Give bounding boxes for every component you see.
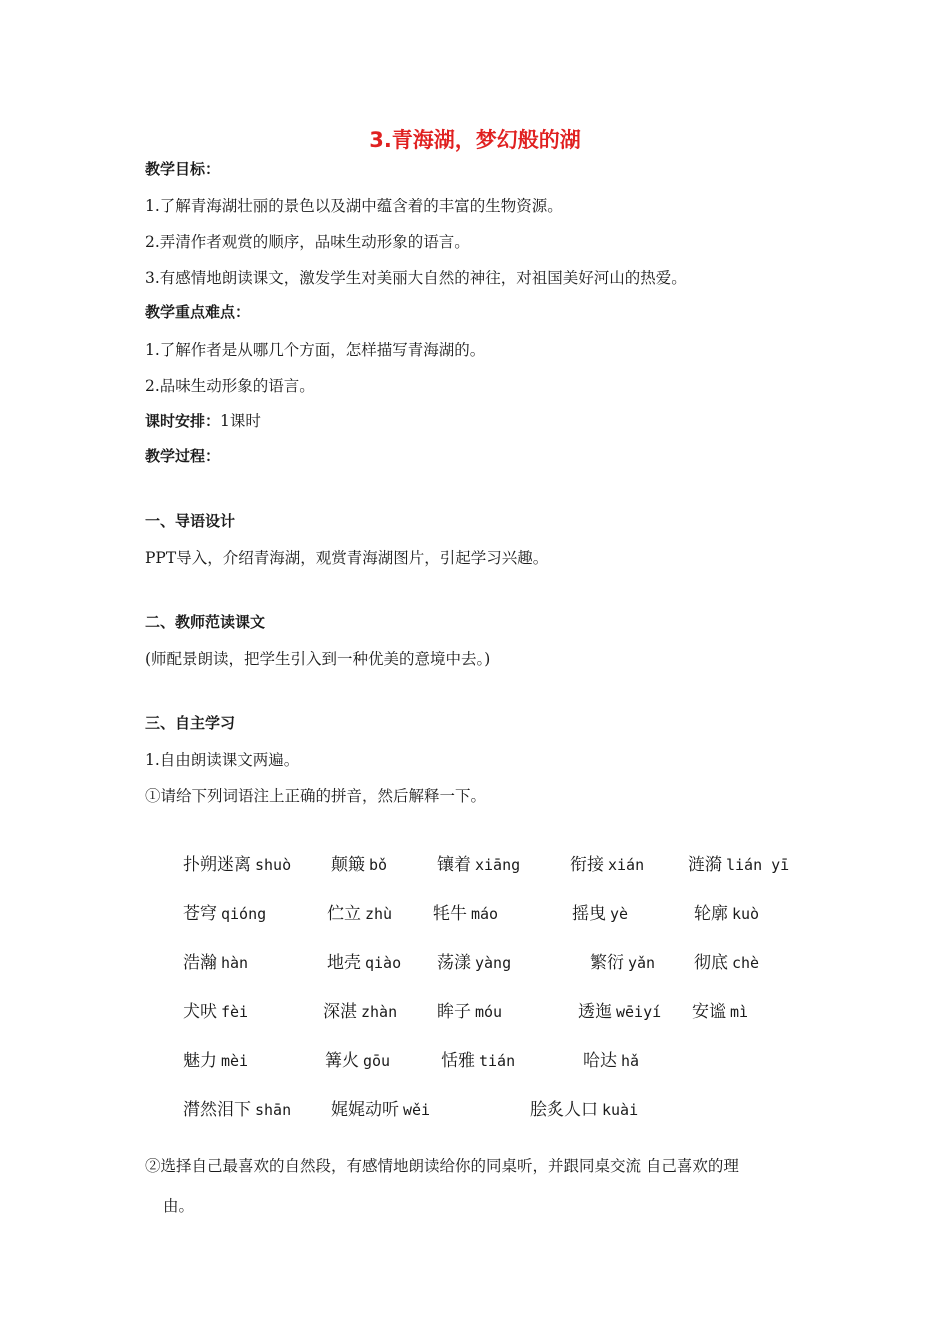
- section3-step1: 1.自由朗读课文两遍。: [145, 751, 300, 769]
- section3-task2: [145, 1146, 815, 1226]
- vocab-item: 伫立 zhù: [327, 904, 393, 924]
- vocab-item: 牦牛 máo: [433, 904, 499, 924]
- vocab-item: 摇曳 yè: [572, 904, 629, 924]
- vocab-item: 篝火 gōu: [325, 1051, 391, 1071]
- vocab-item: 眸子 móu: [437, 1002, 503, 1022]
- vocab-item: 荡漾 yàng: [437, 953, 512, 973]
- key-points-heading: 教学重点难点：: [145, 303, 251, 321]
- section3-task1: ①请给下列词语注上正确的拼音，然后解释一下。: [145, 787, 487, 805]
- vocab-item: 镶着 xiāng: [437, 855, 521, 875]
- process-heading: 教学过程：: [145, 447, 221, 465]
- schedule-label: 课时安排：: [145, 412, 221, 430]
- section3-heading: 三、自主学习: [145, 714, 236, 732]
- vocab-item: 繁衍 yǎn: [590, 953, 656, 973]
- section1-text: PPT导入，介绍青海湖，观赏青海湖图片，引起学习兴趣。: [145, 549, 549, 567]
- vocab-item: 娓娓动听 wěi: [331, 1100, 431, 1120]
- vocab-item: 潸然泪下 shān: [183, 1100, 292, 1120]
- schedule-value: 1课时: [220, 412, 261, 430]
- vocab-item: 苍穹 qióng: [183, 904, 267, 924]
- vocab-item: 犬吠 fèi: [183, 1002, 249, 1022]
- key-point-item: 1.了解作者是从哪几个方面，怎样描写青海湖的。: [145, 341, 486, 359]
- vocab-item: 透迤 wēiyí: [578, 1002, 662, 1022]
- vocab-item: 彻底 chè: [694, 953, 760, 973]
- page-title: 3.青海湖，梦幻般的湖: [369, 128, 581, 152]
- vocab-item: 深湛 zhàn: [323, 1002, 398, 1022]
- key-point-item: 2.品味生动形象的语言。: [145, 377, 315, 395]
- vocab-item: 魅力 mèi: [183, 1051, 249, 1071]
- vocab-item: 轮廓 kuò: [694, 904, 760, 924]
- section2-heading: 二、教师范读课文: [145, 613, 266, 631]
- task2-line: 由。: [163, 1197, 195, 1215]
- schedule-line: [145, 409, 261, 431]
- objective-item: 1.了解青海湖壮丽的景色以及湖中蕴含着的丰富的生物资源。: [145, 197, 563, 215]
- vocab-item: 脍炙人口 kuài: [530, 1100, 639, 1120]
- objectives-heading: 教学目标：: [145, 160, 221, 178]
- vocab-item: 哈达 hǎ: [583, 1051, 640, 1071]
- vocab-item: 恬雅 tián: [441, 1051, 516, 1071]
- vocab-item: 浩瀚 hàn: [183, 953, 249, 973]
- vocab-item: 扑朔迷离 shuò: [183, 855, 292, 875]
- vocab-item: 地壳 qiào: [327, 953, 402, 973]
- section2-text: (师配景朗读，把学生引入到一种优美的意境中去。): [145, 650, 491, 668]
- vocab-item: 安谧 mì: [692, 1002, 749, 1022]
- vocab-item: 颠簸 bǒ: [331, 855, 388, 875]
- section1-heading: 一、导语设计: [145, 512, 236, 530]
- objective-item: 3.有感情地朗读课文，激发学生对美丽大自然的神往，对祖国美好河山的热爱。: [145, 269, 687, 287]
- vocab-item: 涟漪 lián yī: [688, 855, 790, 875]
- task2-line: ②选择自己最喜欢的自然段，有感情地朗读给你的同桌听，并跟同桌交流 自己喜欢的理: [145, 1157, 739, 1175]
- vocab-item: 衔接 xián: [570, 855, 645, 875]
- objective-item: 2.弄清作者观赏的顺序，品味生动形象的语言。: [145, 233, 470, 251]
